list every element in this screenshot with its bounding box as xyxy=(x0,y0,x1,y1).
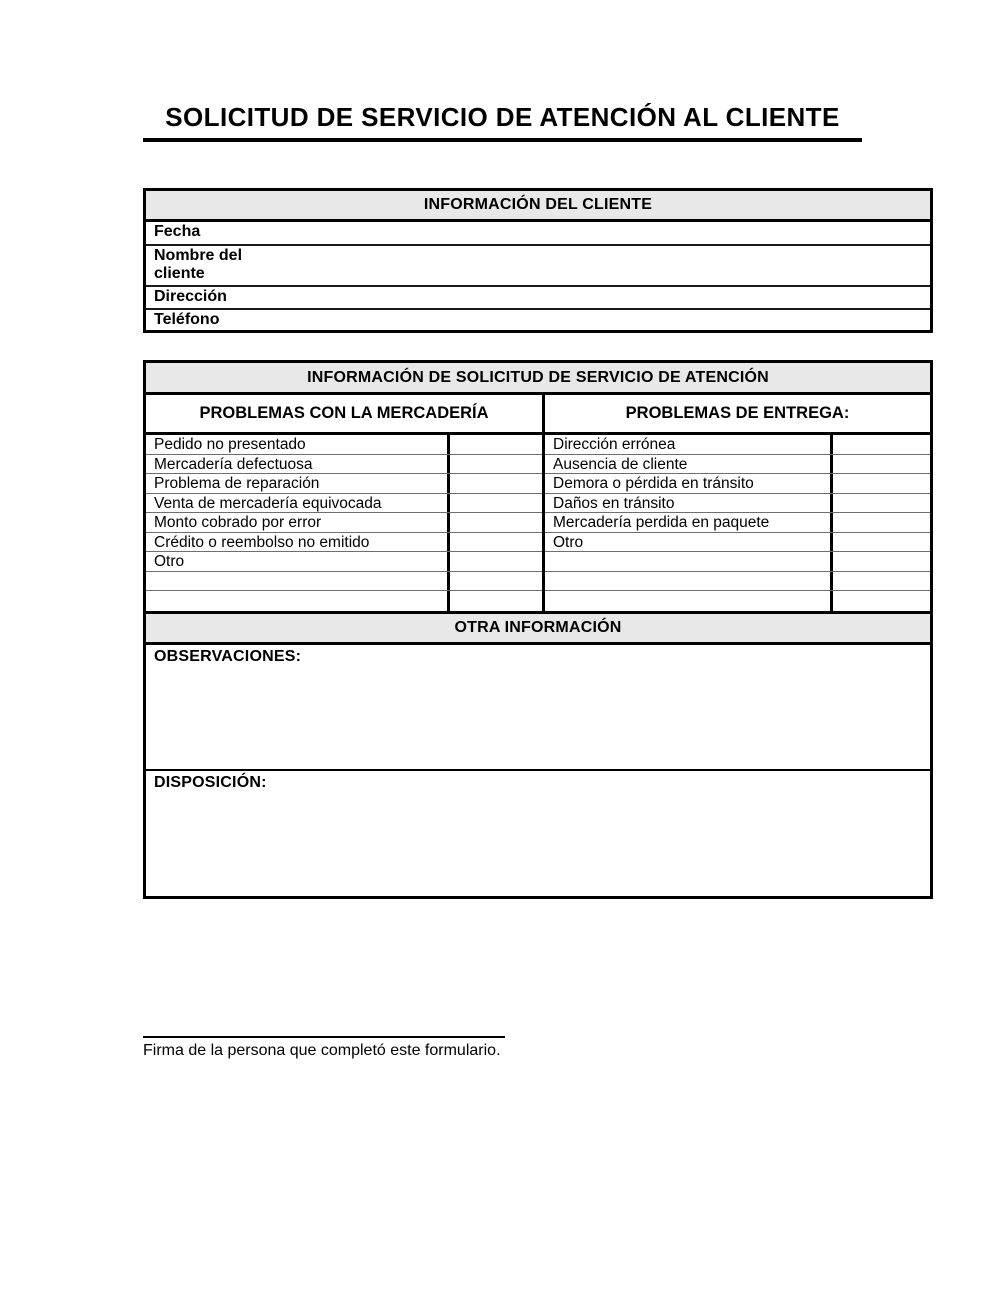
field-value-telefono[interactable] xyxy=(219,311,930,330)
checkbox-cell[interactable] xyxy=(447,494,542,513)
disposition-section xyxy=(146,771,930,896)
checkbox-cell[interactable] xyxy=(447,552,542,571)
checklist-row xyxy=(545,435,930,455)
checklist-row xyxy=(146,474,542,494)
problems-checklist-grid xyxy=(146,435,930,614)
service-request-header: INFORMACIÓN DE SOLICITUD DE SERVICIO DE ATENCIÓN xyxy=(146,363,930,395)
checklist-row xyxy=(545,474,930,494)
checklist-row-empty xyxy=(545,552,930,572)
checkbox-cell[interactable] xyxy=(447,572,542,591)
checklist-row xyxy=(146,455,542,475)
problem-label: Monto cobrado por error xyxy=(154,514,322,531)
problem-label: Problema de reparación xyxy=(154,475,320,492)
checklist-row-empty xyxy=(146,591,542,611)
problem-label-empty[interactable] xyxy=(545,591,830,611)
field-row-telefono xyxy=(146,310,930,330)
problem-label: Dirección errónea xyxy=(553,436,676,453)
customer-info-table xyxy=(143,188,933,333)
checklist-row xyxy=(545,513,930,533)
problem-label: Venta de mercadería equivocada xyxy=(154,494,382,512)
observations-input-area[interactable] xyxy=(154,666,922,764)
checklist-row-empty xyxy=(146,572,542,592)
checklist-row xyxy=(146,513,542,533)
field-label-nombre-cliente: Nombre del cliente xyxy=(154,247,243,282)
signature-caption: Firma de la persona que completó este formulario. xyxy=(143,1042,501,1059)
field-row-fecha xyxy=(146,222,930,246)
problem-label: Otro xyxy=(154,553,185,570)
checkbox-cell[interactable] xyxy=(447,591,542,611)
checklist-row xyxy=(545,533,930,553)
problem-label-empty[interactable] xyxy=(545,552,830,571)
field-label-fecha: Fecha xyxy=(154,223,201,240)
field-value-nombre-cliente[interactable] xyxy=(259,247,930,285)
problem-label: Mercadería perdida en paquete xyxy=(553,514,770,531)
checkbox-cell[interactable] xyxy=(447,513,542,532)
problem-label: Mercadería defectuosa xyxy=(154,455,313,473)
other-info-header: OTRA INFORMACIÓN xyxy=(146,614,930,645)
disposition-input-area[interactable] xyxy=(154,792,922,891)
problem-label-empty[interactable] xyxy=(146,572,447,591)
problem-label: Otro xyxy=(553,533,584,551)
checklist-row-empty xyxy=(545,572,930,592)
problem-label-empty[interactable] xyxy=(146,591,447,611)
checkbox-cell[interactable] xyxy=(830,474,930,493)
checklist-row xyxy=(545,494,930,514)
checklist-row xyxy=(146,533,542,553)
merchandise-problems-column xyxy=(146,435,545,611)
observations-label: OBSERVACIONES: xyxy=(154,647,302,665)
problem-label: Pedido no presentado xyxy=(154,436,306,453)
service-request-table xyxy=(143,360,933,899)
checklist-row xyxy=(146,494,542,514)
delivery-problems-column xyxy=(545,435,930,611)
page-title: SOLICITUD DE SERVICIO DE ATENCIÓN AL CLIENTE xyxy=(143,102,862,142)
disposition-label: DISPOSICIÓN: xyxy=(154,773,267,791)
checkbox-cell[interactable] xyxy=(447,474,542,493)
delivery-problems-header: PROBLEMAS DE ENTREGA: xyxy=(625,404,850,422)
checkbox-cell[interactable] xyxy=(830,572,930,591)
checkbox-cell[interactable] xyxy=(830,552,930,571)
problem-label: Daños en tránsito xyxy=(553,494,675,512)
checklist-row xyxy=(545,455,930,475)
problem-label: Ausencia de cliente xyxy=(553,455,688,473)
checklist-row xyxy=(146,435,542,455)
field-value-direccion[interactable] xyxy=(227,288,930,308)
checklist-row xyxy=(146,552,542,572)
checkbox-cell[interactable] xyxy=(447,435,542,454)
checkbox-cell[interactable] xyxy=(830,455,930,474)
checkbox-cell[interactable] xyxy=(830,533,930,552)
problem-column-headers xyxy=(146,395,930,435)
customer-info-header: INFORMACIÓN DEL CLIENTE xyxy=(146,191,930,222)
problem-label: Crédito o reembolso no emitido xyxy=(154,533,370,551)
field-row-nombre-cliente xyxy=(146,246,930,287)
checkbox-cell[interactable] xyxy=(447,455,542,474)
checkbox-cell[interactable] xyxy=(830,494,930,513)
field-label-telefono: Teléfono xyxy=(154,311,220,328)
problem-label: Demora o pérdida en tránsito xyxy=(553,475,754,492)
signature-line xyxy=(143,1036,505,1038)
signature-block xyxy=(143,1036,563,1060)
checkbox-cell[interactable] xyxy=(830,591,930,611)
observations-section xyxy=(146,645,930,771)
field-label-direccion: Dirección xyxy=(154,288,227,305)
checkbox-cell[interactable] xyxy=(447,533,542,552)
checkbox-cell[interactable] xyxy=(830,513,930,532)
merchandise-problems-header: PROBLEMAS CON LA MERCADERÍA xyxy=(146,395,545,432)
checkbox-cell[interactable] xyxy=(830,435,930,454)
field-row-direccion xyxy=(146,287,930,310)
field-value-fecha[interactable] xyxy=(200,223,930,244)
problem-label-empty[interactable] xyxy=(545,572,830,591)
checklist-row-empty xyxy=(545,591,930,611)
